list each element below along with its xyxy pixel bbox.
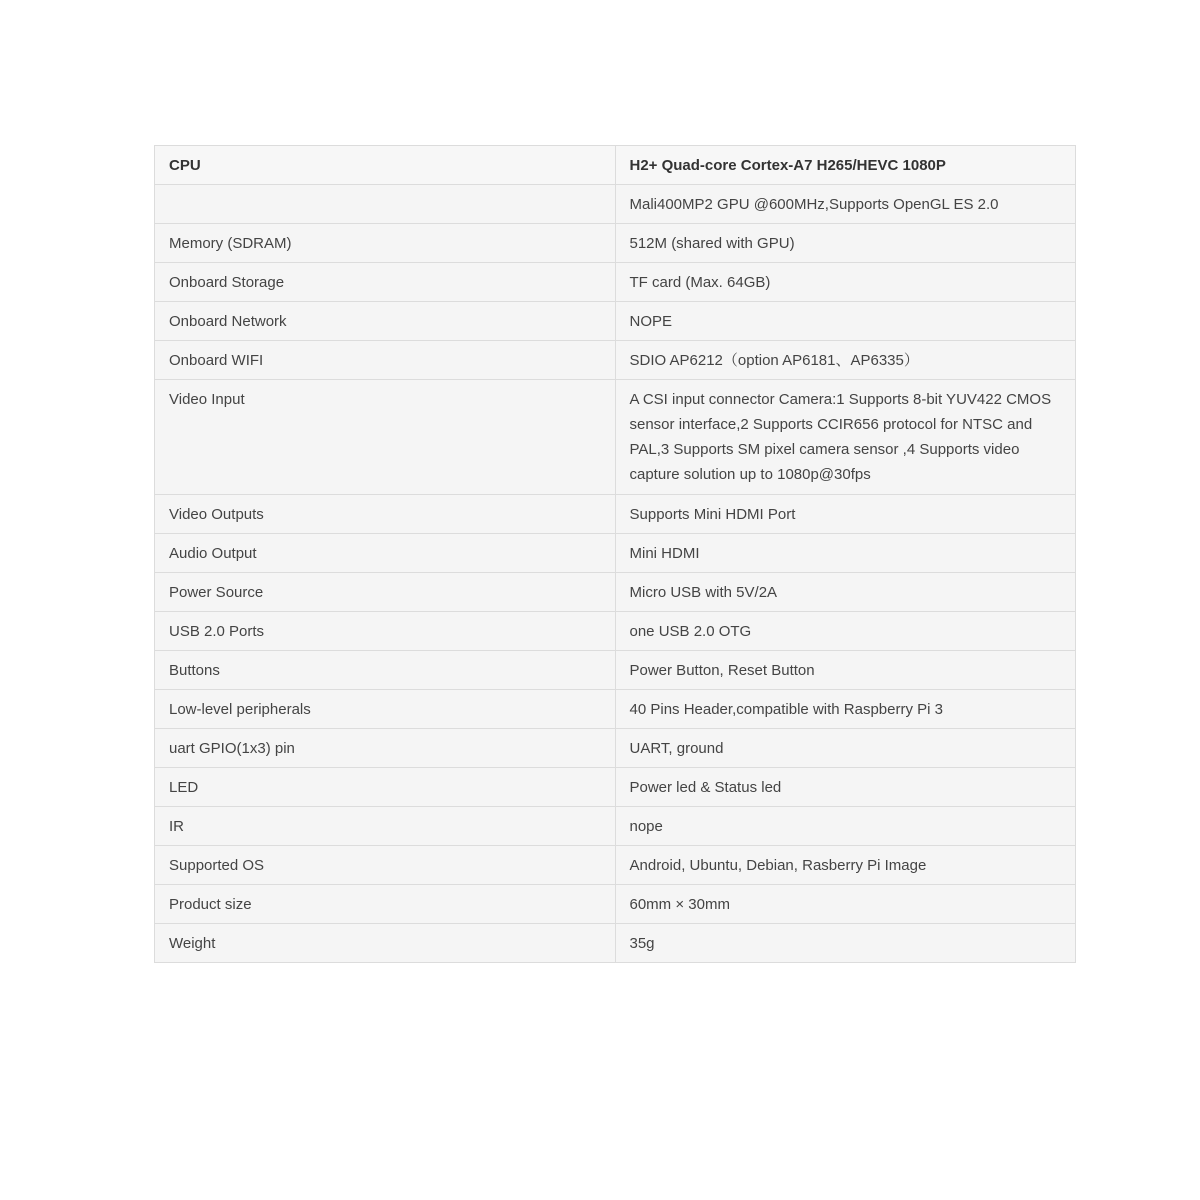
spec-value: A CSI input connector Camera:1 Supports 8-bit YUV422 CMOS sensor interface,2 Supports CCIR656 protocol for NTSC and PAL,3 Supports SM pixel camera sensor ,4 Supports video capture solution up to 1080p@30fps <box>615 380 1076 495</box>
spec-value: TF card (Max. 64GB) <box>615 263 1076 302</box>
spec-label: Product size <box>155 885 616 924</box>
spec-label: LED <box>155 768 616 807</box>
spec-value: 512M (shared with GPU) <box>615 224 1076 263</box>
table-row <box>155 534 1076 573</box>
spec-value: Micro USB with 5V/2A <box>615 573 1076 612</box>
table-row <box>155 924 1076 963</box>
spec-label: Video Outputs <box>155 495 616 534</box>
spec-label: Memory (SDRAM) <box>155 224 616 263</box>
table-row <box>155 263 1076 302</box>
spec-label: uart GPIO(1x3) pin <box>155 729 616 768</box>
spec-value: 60mm × 30mm <box>615 885 1076 924</box>
spec-label: USB 2.0 Ports <box>155 612 616 651</box>
spec-label: Onboard Network <box>155 302 616 341</box>
spec-value: H2+ Quad-core Cortex-A7 H265/HEVC 1080P <box>615 146 1076 185</box>
table-row <box>155 341 1076 380</box>
spec-value: Mini HDMI <box>615 534 1076 573</box>
spec-value: Android, Ubuntu, Debian, Rasberry Pi Image <box>615 846 1076 885</box>
table-row <box>155 573 1076 612</box>
table-row <box>155 729 1076 768</box>
spec-value: one USB 2.0 OTG <box>615 612 1076 651</box>
spec-value: NOPE <box>615 302 1076 341</box>
table-row <box>155 380 1076 495</box>
table-row <box>155 690 1076 729</box>
table-row <box>155 302 1076 341</box>
table-row <box>155 146 1076 185</box>
spec-label: Weight <box>155 924 616 963</box>
spec-value: Power led & Status led <box>615 768 1076 807</box>
table-row <box>155 651 1076 690</box>
spec-label: Onboard Storage <box>155 263 616 302</box>
spec-label: CPU <box>155 146 616 185</box>
spec-label <box>155 185 616 224</box>
table-row <box>155 185 1076 224</box>
spec-label: Onboard WIFI <box>155 341 616 380</box>
spec-value: Mali400MP2 GPU @600MHz,Supports OpenGL ES 2.0 <box>615 185 1076 224</box>
table-row <box>155 612 1076 651</box>
table-row <box>155 495 1076 534</box>
table-row <box>155 807 1076 846</box>
spec-value: UART, ground <box>615 729 1076 768</box>
spec-label: Buttons <box>155 651 616 690</box>
spec-label: Low-level peripherals <box>155 690 616 729</box>
spec-label: Audio Output <box>155 534 616 573</box>
spec-label: Video Input <box>155 380 616 495</box>
spec-value: Supports Mini HDMI Port <box>615 495 1076 534</box>
spec-value: nope <box>615 807 1076 846</box>
spec-table <box>154 145 1076 963</box>
spec-value: Power Button, Reset Button <box>615 651 1076 690</box>
table-row <box>155 885 1076 924</box>
spec-value: SDIO AP6212（option AP6181、AP6335） <box>615 341 1076 380</box>
spec-value: 35g <box>615 924 1076 963</box>
spec-value: 40 Pins Header,compatible with Raspberry Pi 3 <box>615 690 1076 729</box>
spec-label: Power Source <box>155 573 616 612</box>
table-row <box>155 224 1076 263</box>
table-row <box>155 846 1076 885</box>
spec-label: Supported OS <box>155 846 616 885</box>
spec-label: IR <box>155 807 616 846</box>
table-row <box>155 768 1076 807</box>
